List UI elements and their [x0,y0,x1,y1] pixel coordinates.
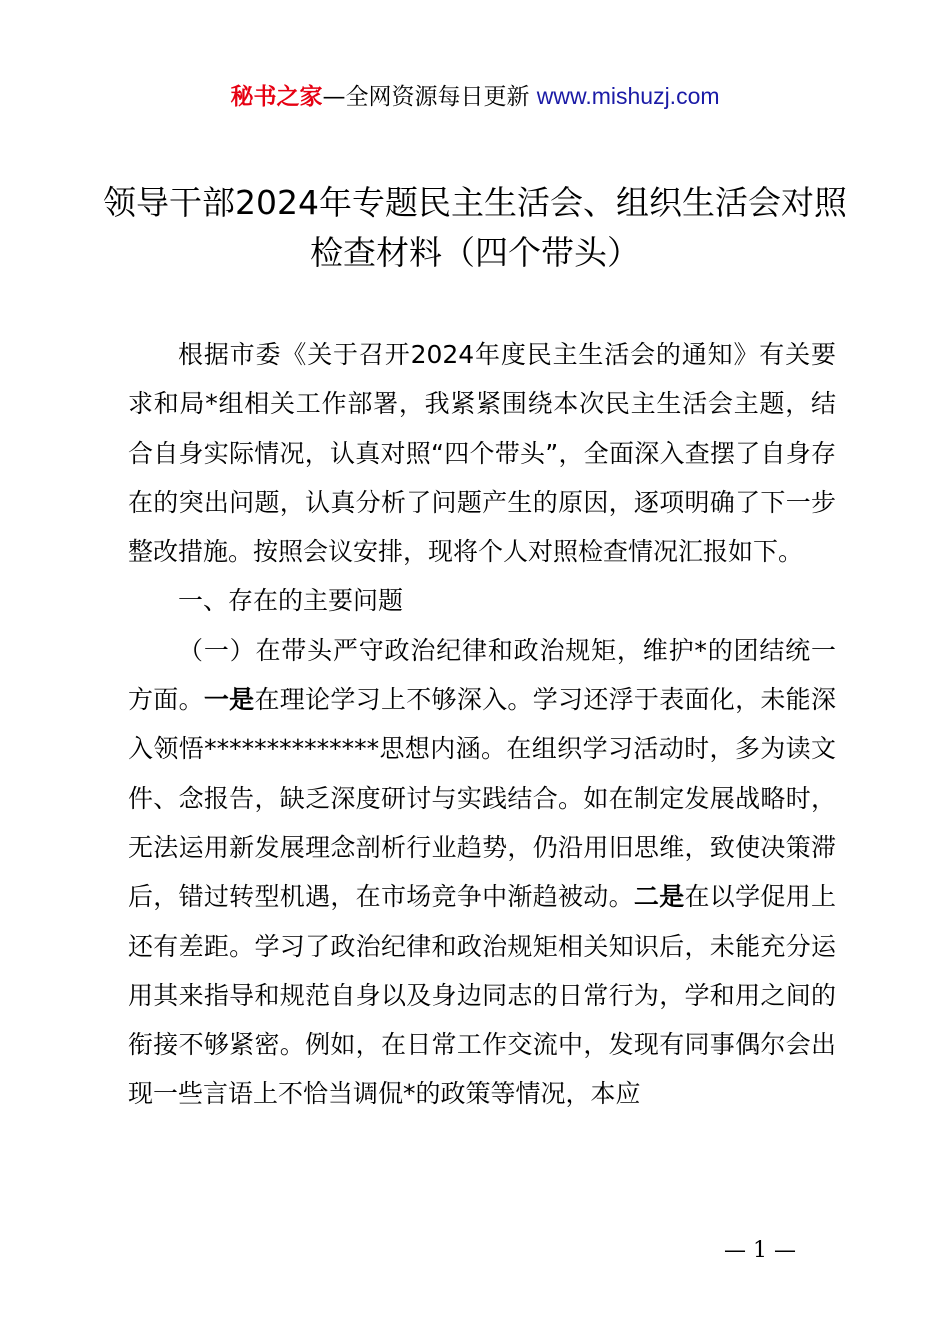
point-text: 在理论学习上不够深入。学习还浮于表面化，未能深入领悟**************思想内涵。在组织学习活动时，多为读文件、念报告，缺乏深度研讨与实践结合。如在制定发展战略时，无法运用新发展理念剖析行业趋势，仍沿用旧思维，致使决策滞后，错过转型机遇，在市场竞争中渐趋被动。 [128,685,836,912]
page-number: — 1 — [724,1238,796,1263]
document-title: 领导干部2024年专题民主生活会、组织生活会对照检查材料（四个带头） [103,183,847,272]
site-url-link[interactable]: www.mishuzj.com [536,83,720,109]
point-label: 一是 [203,685,255,715]
point-label: 二是 [633,882,685,912]
problem-paragraph [128,626,836,1119]
document-body [128,330,836,1119]
section-heading: 一、存在的主要问题 [178,586,404,616]
intro-paragraph: 根据市委《关于召开2024年度民主生活会的通知》有关要求和局*组相关工作部署，我紧紧围绕本次民主生活会主题，结合自身实际情况，认真对照“四个带头”，全面深入查摆了自身存在的突出问题，认真分析了问题产生的原因，逐项明确了下一步整改措施。按照会议安排，现将个人对照检查情况汇报如下。 [128,340,836,567]
site-banner [0,80,950,113]
point-text: 在以学促用上还有差距。学习了政治纪律和政治规矩相关知识后，未能充分运用其来指导和规范自身以及身边同志的日常行为，学和用之间的衔接不够紧密。例如，在日常工作交流中，发现有同事偶尔会出现一些言语上不恰当调侃*的政策等情况，本应 [128,882,836,1109]
site-brand: 秘书之家 [230,84,323,110]
site-tagline: —全网资源每日更新 [322,84,537,110]
item-prefix: （一）在带头严守政治纪律和政治规矩，维护*的团结统一方面。 [128,635,836,715]
